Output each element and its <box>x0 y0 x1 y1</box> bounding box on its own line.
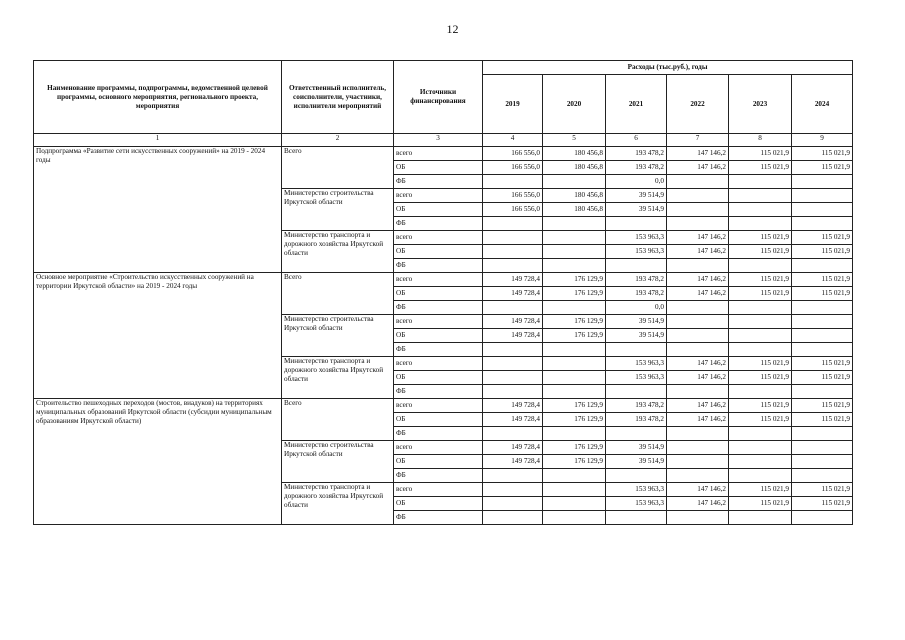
executor-cell: Министерство транспорта и дорожного хозяйства Иркутской области <box>282 483 394 525</box>
source-cell: ФБ <box>394 259 483 273</box>
value-cell: 180 456,8 <box>543 161 606 175</box>
value-cell: 115 021,9 <box>729 497 792 511</box>
financing-table <box>33 60 853 525</box>
value-cell: 115 021,9 <box>792 483 853 497</box>
value-cell: 176 129,9 <box>543 413 606 427</box>
value-cell <box>667 511 729 525</box>
value-cell <box>483 259 543 273</box>
value-cell <box>543 371 606 385</box>
value-cell: 147 146,2 <box>667 483 729 497</box>
executor-cell: Министерство строительства Иркутской области <box>282 441 394 483</box>
value-cell: 153 963,3 <box>606 357 667 371</box>
value-cell <box>729 385 792 399</box>
source-cell: ОБ <box>394 497 483 511</box>
column-number: 6 <box>606 134 667 147</box>
value-cell <box>729 203 792 217</box>
value-cell: 147 146,2 <box>667 371 729 385</box>
value-cell <box>729 315 792 329</box>
source-cell: ФБ <box>394 511 483 525</box>
value-cell <box>729 217 792 231</box>
value-cell <box>543 301 606 315</box>
value-cell: 115 021,9 <box>729 287 792 301</box>
value-cell <box>543 259 606 273</box>
value-cell <box>543 217 606 231</box>
value-cell: 153 963,3 <box>606 245 667 259</box>
table-row <box>34 273 853 287</box>
value-cell <box>792 427 853 441</box>
value-cell: 149 728,4 <box>483 315 543 329</box>
value-cell: 39 514,9 <box>606 441 667 455</box>
value-cell <box>543 385 606 399</box>
value-cell: 153 963,3 <box>606 231 667 245</box>
value-cell: 193 478,2 <box>606 413 667 427</box>
value-cell: 149 728,4 <box>483 413 543 427</box>
value-cell: 115 021,9 <box>792 147 853 161</box>
source-cell: ОБ <box>394 413 483 427</box>
value-cell <box>606 511 667 525</box>
value-cell <box>792 385 853 399</box>
source-cell: ОБ <box>394 245 483 259</box>
value-cell: 153 963,3 <box>606 497 667 511</box>
value-cell: 149 728,4 <box>483 455 543 469</box>
value-cell <box>543 483 606 497</box>
value-cell: 193 478,2 <box>606 147 667 161</box>
value-cell: 115 021,9 <box>792 497 853 511</box>
table-row <box>34 147 853 161</box>
value-cell: 39 514,9 <box>606 189 667 203</box>
value-cell <box>792 343 853 357</box>
source-cell: ФБ <box>394 175 483 189</box>
source-cell: всего <box>394 483 483 497</box>
page-number: 12 <box>446 22 459 36</box>
executor-cell: Министерство строительства Иркутской области <box>282 315 394 357</box>
value-cell <box>792 441 853 455</box>
value-cell <box>543 511 606 525</box>
value-cell: 176 129,9 <box>543 441 606 455</box>
value-cell: 115 021,9 <box>729 273 792 287</box>
value-cell: 176 129,9 <box>543 399 606 413</box>
value-cell <box>543 231 606 245</box>
value-cell: 39 514,9 <box>606 203 667 217</box>
value-cell <box>483 301 543 315</box>
value-cell <box>792 203 853 217</box>
value-cell <box>483 483 543 497</box>
value-cell: 147 146,2 <box>667 273 729 287</box>
source-cell: ФБ <box>394 301 483 315</box>
value-cell <box>667 203 729 217</box>
value-cell: 147 146,2 <box>667 231 729 245</box>
column-number: 8 <box>729 134 792 147</box>
executor-cell: Всего <box>282 399 394 441</box>
value-cell <box>729 427 792 441</box>
value-cell: 193 478,2 <box>606 161 667 175</box>
value-cell <box>667 329 729 343</box>
value-cell: 115 021,9 <box>729 399 792 413</box>
header-year: 2022 <box>667 75 729 134</box>
source-cell: всего <box>394 441 483 455</box>
source-cell: ФБ <box>394 427 483 441</box>
value-cell <box>667 385 729 399</box>
value-cell: 115 021,9 <box>729 161 792 175</box>
value-cell: 180 456,8 <box>543 147 606 161</box>
value-cell: 193 478,2 <box>606 287 667 301</box>
value-cell <box>729 175 792 189</box>
value-cell: 153 963,3 <box>606 371 667 385</box>
value-cell: 0,0 <box>606 175 667 189</box>
value-cell <box>606 469 667 483</box>
value-cell <box>543 245 606 259</box>
value-cell: 193 478,2 <box>606 273 667 287</box>
value-cell <box>729 259 792 273</box>
value-cell <box>729 469 792 483</box>
value-cell <box>792 259 853 273</box>
header-executor: Ответственный исполнитель, соисполнители, участники, исполнители мероприятий <box>282 61 394 134</box>
column-number: 9 <box>792 134 853 147</box>
column-number: 4 <box>483 134 543 147</box>
value-cell <box>483 371 543 385</box>
value-cell: 115 021,9 <box>729 371 792 385</box>
header-year: 2023 <box>729 75 792 134</box>
value-cell: 149 728,4 <box>483 399 543 413</box>
source-cell: ФБ <box>394 385 483 399</box>
value-cell: 149 728,4 <box>483 273 543 287</box>
value-cell: 149 728,4 <box>483 441 543 455</box>
value-cell <box>729 301 792 315</box>
source-cell: ФБ <box>394 469 483 483</box>
column-number: 1 <box>34 134 282 147</box>
value-cell <box>543 175 606 189</box>
value-cell <box>667 343 729 357</box>
value-cell <box>729 343 792 357</box>
value-cell: 115 021,9 <box>792 413 853 427</box>
value-cell: 193 478,2 <box>606 399 667 413</box>
value-cell <box>792 329 853 343</box>
header-source: Источники финансирования <box>394 61 483 134</box>
header-year: 2020 <box>543 75 606 134</box>
value-cell: 147 146,2 <box>667 245 729 259</box>
source-cell: ОБ <box>394 329 483 343</box>
value-cell <box>667 175 729 189</box>
value-cell: 176 129,9 <box>543 273 606 287</box>
value-cell: 115 021,9 <box>729 483 792 497</box>
program-name-cell: Основное мероприятие «Строительство искусственных сооружений на территории Иркутской области» на 2019 - 2024 годы <box>34 273 282 399</box>
executor-cell: Министерство транспорта и дорожного хозяйства Иркутской области <box>282 357 394 399</box>
value-cell: 176 129,9 <box>543 287 606 301</box>
source-cell: ОБ <box>394 203 483 217</box>
value-cell: 115 021,9 <box>792 245 853 259</box>
source-cell: всего <box>394 189 483 203</box>
value-cell: 115 021,9 <box>729 245 792 259</box>
value-cell: 115 021,9 <box>792 273 853 287</box>
value-cell <box>483 175 543 189</box>
value-cell <box>792 189 853 203</box>
column-number: 3 <box>394 134 483 147</box>
value-cell <box>792 511 853 525</box>
value-cell: 166 556,0 <box>483 161 543 175</box>
value-cell: 176 129,9 <box>543 455 606 469</box>
table-row <box>34 399 853 413</box>
value-cell <box>667 189 729 203</box>
value-cell <box>543 343 606 357</box>
value-cell: 149 728,4 <box>483 329 543 343</box>
value-cell <box>483 469 543 483</box>
value-cell: 147 146,2 <box>667 357 729 371</box>
header-name: Наименование программы, подпрограммы, ведомственной целевой программы, основного мероприятия, регионального проекта, мероприятия <box>34 61 282 134</box>
value-cell <box>606 259 667 273</box>
value-cell <box>667 217 729 231</box>
value-cell <box>543 497 606 511</box>
value-cell: 39 514,9 <box>606 455 667 469</box>
value-cell <box>667 469 729 483</box>
value-cell <box>543 427 606 441</box>
value-cell <box>792 175 853 189</box>
value-cell <box>606 217 667 231</box>
value-cell <box>667 427 729 441</box>
value-cell <box>543 469 606 483</box>
value-cell <box>483 357 543 371</box>
value-cell <box>729 329 792 343</box>
value-cell <box>729 189 792 203</box>
source-cell: всего <box>394 357 483 371</box>
value-cell <box>667 315 729 329</box>
value-cell <box>667 441 729 455</box>
header-year: 2024 <box>792 75 853 134</box>
executor-cell: Всего <box>282 147 394 189</box>
value-cell: 115 021,9 <box>729 147 792 161</box>
value-cell: 115 021,9 <box>729 413 792 427</box>
value-cell: 147 146,2 <box>667 399 729 413</box>
program-name-cell: Строительство пешеходных переходов (мостов, виадуков) на территориях муниципальных образований Иркутской области (субсидии муниципальным образованиям Иркутской области) <box>34 399 282 525</box>
value-cell <box>606 427 667 441</box>
executor-cell: Министерство транспорта и дорожного хозяйства Иркутской области <box>282 231 394 273</box>
table-body <box>34 147 853 525</box>
value-cell: 115 021,9 <box>792 399 853 413</box>
value-cell <box>483 497 543 511</box>
source-cell: всего <box>394 147 483 161</box>
source-cell: ФБ <box>394 343 483 357</box>
value-cell <box>729 511 792 525</box>
value-cell: 115 021,9 <box>792 231 853 245</box>
value-cell: 0,0 <box>606 301 667 315</box>
header-year: 2019 <box>483 75 543 134</box>
value-cell <box>667 455 729 469</box>
value-cell <box>483 245 543 259</box>
column-number: 7 <box>667 134 729 147</box>
value-cell: 149 728,4 <box>483 287 543 301</box>
value-cell: 115 021,9 <box>792 371 853 385</box>
source-cell: всего <box>394 231 483 245</box>
value-cell: 180 456,8 <box>543 203 606 217</box>
value-cell: 166 556,0 <box>483 147 543 161</box>
value-cell: 166 556,0 <box>483 189 543 203</box>
source-cell: ФБ <box>394 217 483 231</box>
executor-cell: Министерство строительства Иркутской области <box>282 189 394 231</box>
value-cell: 147 146,2 <box>667 147 729 161</box>
value-cell <box>792 455 853 469</box>
value-cell <box>483 231 543 245</box>
value-cell <box>483 217 543 231</box>
source-cell: ОБ <box>394 371 483 385</box>
value-cell: 115 021,9 <box>792 287 853 301</box>
header-expenses: Расходы (тыс.руб.), годы <box>483 61 853 75</box>
value-cell: 166 556,0 <box>483 203 543 217</box>
value-cell <box>667 301 729 315</box>
value-cell: 147 146,2 <box>667 161 729 175</box>
value-cell: 115 021,9 <box>792 357 853 371</box>
value-cell: 147 146,2 <box>667 497 729 511</box>
value-cell: 153 963,3 <box>606 483 667 497</box>
value-cell: 115 021,9 <box>729 231 792 245</box>
value-cell <box>483 511 543 525</box>
value-cell: 115 021,9 <box>729 357 792 371</box>
value-cell: 176 129,9 <box>543 329 606 343</box>
value-cell: 180 456,8 <box>543 189 606 203</box>
value-cell <box>792 217 853 231</box>
value-cell <box>792 301 853 315</box>
column-number: 2 <box>282 134 394 147</box>
source-cell: ОБ <box>394 161 483 175</box>
value-cell: 39 514,9 <box>606 329 667 343</box>
value-cell <box>792 469 853 483</box>
value-cell: 147 146,2 <box>667 287 729 301</box>
column-number: 5 <box>543 134 606 147</box>
value-cell: 115 021,9 <box>792 161 853 175</box>
value-cell <box>792 315 853 329</box>
value-cell <box>606 385 667 399</box>
source-cell: ОБ <box>394 287 483 301</box>
value-cell <box>667 259 729 273</box>
source-cell: ОБ <box>394 455 483 469</box>
value-cell: 176 129,9 <box>543 315 606 329</box>
value-cell: 39 514,9 <box>606 315 667 329</box>
source-cell: всего <box>394 399 483 413</box>
value-cell <box>729 455 792 469</box>
value-cell <box>729 441 792 455</box>
program-name-cell: Подпрограмма «Развитие сети искусственных сооружений» на 2019 - 2024 годы <box>34 147 282 273</box>
executor-cell: Всего <box>282 273 394 315</box>
value-cell <box>483 343 543 357</box>
source-cell: всего <box>394 315 483 329</box>
source-cell: всего <box>394 273 483 287</box>
value-cell <box>483 427 543 441</box>
value-cell <box>543 357 606 371</box>
value-cell: 147 146,2 <box>667 413 729 427</box>
value-cell <box>606 343 667 357</box>
value-cell <box>483 385 543 399</box>
header-year: 2021 <box>606 75 667 134</box>
